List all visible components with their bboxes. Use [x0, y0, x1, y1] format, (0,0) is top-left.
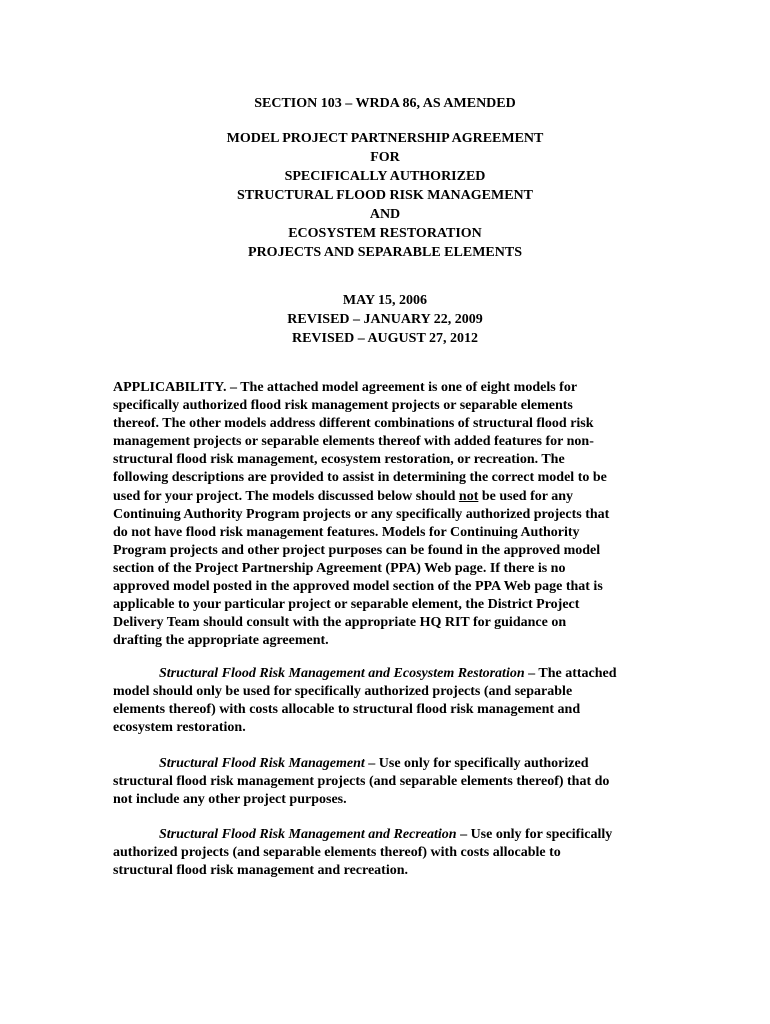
- title-line: ECOSYSTEM RESTORATION: [288, 226, 482, 241]
- paragraph-line: [113, 665, 658, 683]
- underlined-not: not: [458, 488, 479, 504]
- paragraph-line: structural flood risk management projects (and separable elements thereof) that do: [113, 774, 610, 790]
- model-description-sfrm: [113, 755, 658, 809]
- title-line: FOR: [370, 150, 400, 165]
- date-line: MAY 15, 2006: [342, 293, 428, 308]
- section-heading-text: SECTION 103 – WRDA 86, AS AMENDED: [254, 96, 516, 111]
- paragraph-line: following descriptions are provided to assist in determining the correct model to be: [113, 470, 607, 486]
- paragraph-text: – Use only for specifically: [456, 827, 613, 842]
- paragraph-line: do not have flood risk management features. Models for Continuing Authority: [113, 524, 580, 540]
- document-title: [0, 129, 770, 262]
- revision-dates: [0, 291, 770, 348]
- title-line: PROJECTS AND SEPARABLE ELEMENTS: [248, 245, 522, 260]
- paragraph-line: specifically authorized flood risk management projects or separable elements: [113, 398, 573, 414]
- paragraph-line: Program projects and other project purposes can be found in the approved model: [113, 542, 601, 558]
- title-line: SPECIFICALLY AUTHORIZED: [284, 169, 486, 184]
- paragraph-line: [113, 826, 658, 844]
- date-line: REVISED – AUGUST 27, 2012: [291, 331, 479, 346]
- title-line: MODEL PROJECT PARTNERSHIP AGREEMENT: [226, 131, 544, 146]
- paragraph-line: [113, 755, 658, 773]
- paragraph-text: be used for any: [478, 488, 574, 504]
- paragraph-line: applicable to your particular project or separable element, the District Project: [113, 597, 580, 613]
- paragraph-text: – The attached: [524, 666, 617, 681]
- paragraph-line: structural flood risk management and recreation.: [113, 863, 409, 879]
- paragraph-line: APPLICABILITY. – The attached model agreement is one of eight models for: [113, 380, 578, 395]
- model-description-sfrm-recreation: [113, 826, 658, 880]
- paragraph-line: section of the Project Partnership Agreement (PPA) Web page. If there is no: [113, 560, 566, 576]
- paragraph-text: used for your project. The models discussed below should: [113, 488, 459, 504]
- model-heading: Structural Flood Risk Management: [159, 756, 365, 771]
- paragraph-text: – Use only for specifically authorized: [364, 756, 589, 771]
- paragraph-line: management projects or separable elements thereof with added features for non-: [113, 434, 594, 450]
- paragraph-line: approved model posted in the approved model section of the PPA Web page that is: [113, 579, 603, 595]
- paragraph-line: Delivery Team should consult with the appropriate HQ RIT for guidance on: [113, 615, 567, 631]
- paragraph-line: elements thereof) with costs allocable to structural flood risk management and: [113, 702, 581, 718]
- title-line: AND: [369, 207, 401, 222]
- paragraph-line: drafting the appropriate agreement.: [113, 633, 329, 649]
- paragraph-line: thereof. The other models address different combinations of structural flood risk: [113, 416, 594, 432]
- applicability-paragraph: [113, 379, 658, 650]
- model-description-sfrm-ecosystem: [113, 665, 658, 737]
- paragraph-line: [113, 488, 658, 506]
- paragraph-line: ecosystem restoration.: [113, 720, 246, 736]
- paragraph-line: not include any other project purposes.: [113, 792, 347, 808]
- model-heading: Structural Flood Risk Management and Ecosystem Restoration: [159, 666, 525, 681]
- model-heading: Structural Flood Risk Management and Recreation: [159, 827, 457, 842]
- date-line: REVISED – JANUARY 22, 2009: [287, 312, 483, 327]
- paragraph-line: structural flood risk management, ecosystem restoration, or recreation. The: [113, 452, 565, 468]
- section-heading: [0, 94, 770, 113]
- paragraph-line: Continuing Authority Program projects or any specifically authorized projects that: [113, 506, 610, 522]
- title-line: STRUCTURAL FLOOD RISK MANAGEMENT: [237, 188, 533, 203]
- paragraph-line: model should only be used for specifically authorized projects (and separable: [113, 684, 573, 700]
- paragraph-line: authorized projects (and separable elements thereof) with costs allocable to: [113, 845, 561, 861]
